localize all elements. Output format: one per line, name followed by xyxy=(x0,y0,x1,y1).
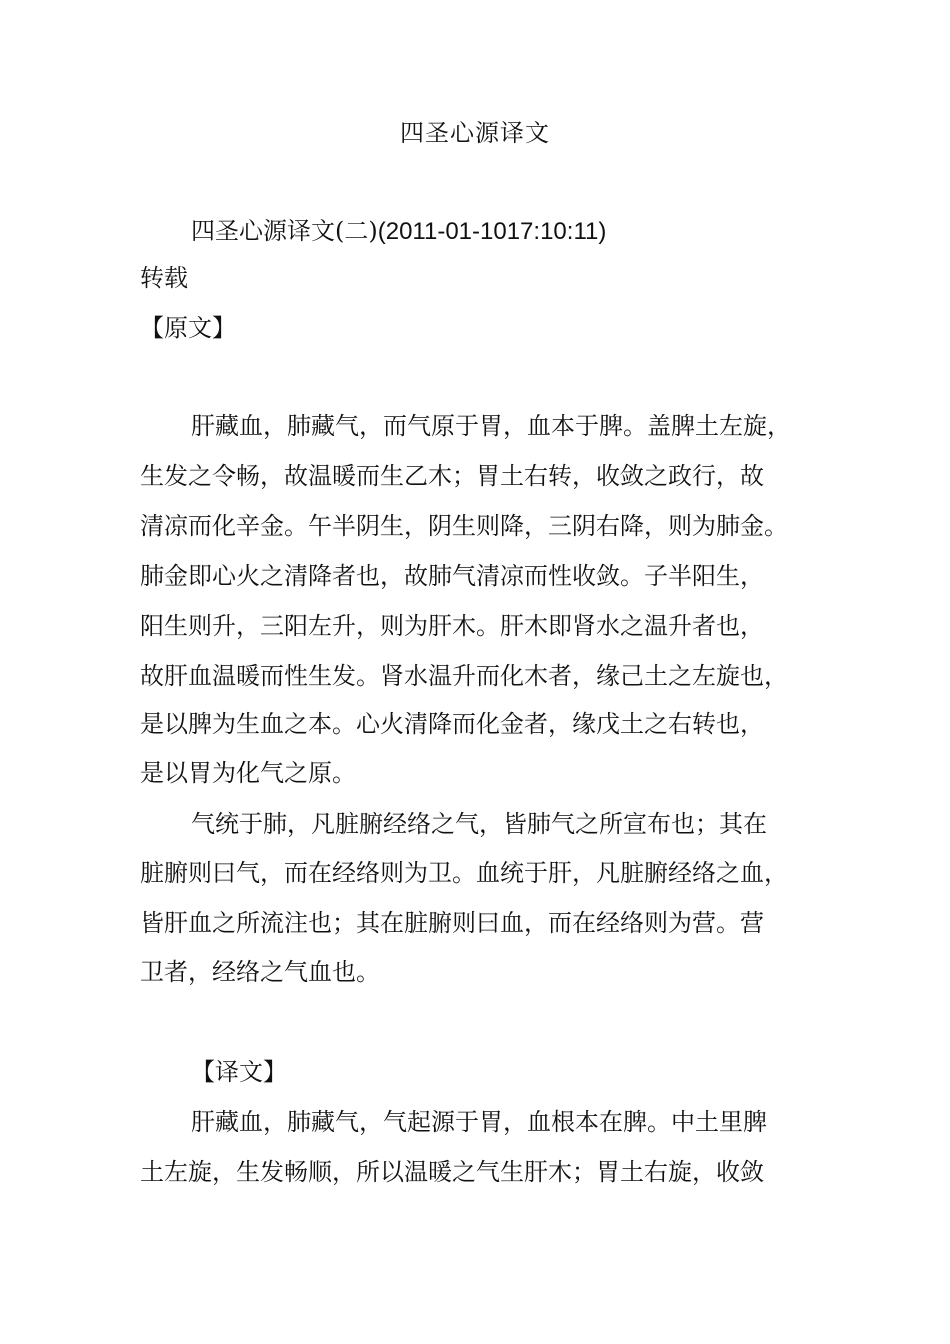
paragraph3-line: 土左旋，生发畅顺，所以温暖之气生肝木；胃土右旋，收敛 xyxy=(140,1158,764,1186)
section-heading-original: 【原文】 xyxy=(140,314,236,342)
paragraph2-line: 气统于肺，凡脏腑经络之气，皆肺气之所宣布也；其在 xyxy=(191,810,767,838)
article-date: (2011-01-1017:10:11) xyxy=(377,218,607,245)
section-heading-translation: 【译文】 xyxy=(191,1058,287,1086)
paragraph1-line: 故肝血温暖而性生发。肾水温升而化木者，缘己土之左旋也， xyxy=(140,662,788,690)
paragraph1-line: 是以脾为生血之本。心火清降而化金者，缘戊土之右转也， xyxy=(140,710,764,738)
paragraph1-line: 清凉而化辛金。午半阴生，阴生则降，三阴右降，则为肺金。 xyxy=(140,512,788,540)
paragraph3-line: 肝藏血，肺藏气，气起源于胃，血根本在脾。中土里脾 xyxy=(191,1108,767,1136)
paragraph1-line: 是以胃为化气之原。 xyxy=(140,759,356,787)
repost-label: 转载 xyxy=(140,264,188,292)
paragraph1-line: 肝藏血，肺藏气，而气原于胃，血本于脾。盖脾土左旋， xyxy=(191,412,791,440)
paragraph1-line: 生发之令畅，故温暖而生乙木；胃土右转，收敛之政行，故 xyxy=(140,462,764,490)
paragraph1-line: 肺金即心火之清降者也，故肺气清凉而性收敛。子半阳生， xyxy=(140,562,764,590)
paragraph2-line: 卫者，经络之气血也。 xyxy=(140,958,380,986)
article-heading xyxy=(191,215,606,248)
document-title: 四圣心源译文 xyxy=(400,119,550,147)
paragraph2-line: 皆肝血之所流注也；其在脏腑则曰血，而在经络则为营。营 xyxy=(140,909,764,937)
paragraph2-line: 脏腑则曰气，而在经络则为卫。血统于肝，凡脏腑经络之血， xyxy=(140,859,788,887)
article-heading-text: 四圣心源译文(二) xyxy=(191,217,378,245)
paragraph1-line: 阳生则升，三阳左升，则为肝木。肝木即肾水之温升者也， xyxy=(140,612,764,640)
